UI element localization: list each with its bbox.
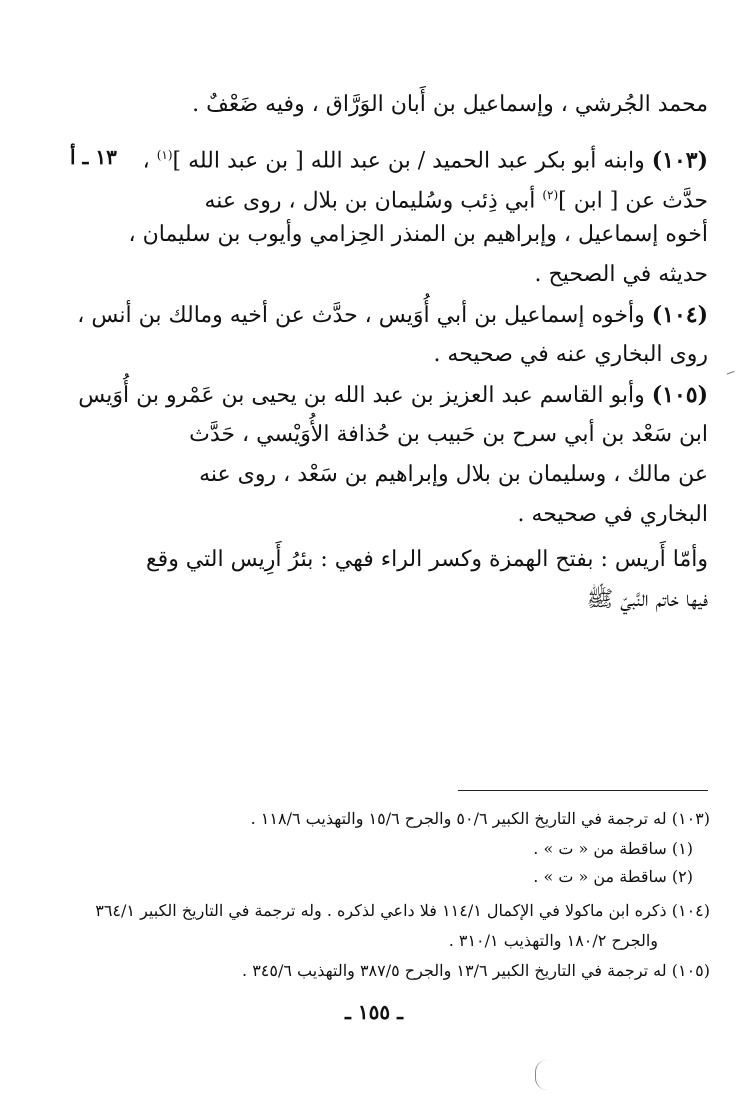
footnote-separator: [458, 790, 708, 791]
entry-103-line-2: [140, 180, 708, 216]
footnote-ref-2: (٢): [542, 188, 559, 202]
entry-104-line-2: روى البخاري عنه في صحيحه .: [433, 342, 708, 367]
page-number: ـ ١٥٥ ـ: [345, 1000, 403, 1024]
text-line-1: محمد الجُرشي ، وإسماعيل بن أَبان الوَرَّاق ، وفيه ضَعْفٌ .: [192, 92, 708, 117]
footnote-1: (١) ساقطة من « ت » .: [533, 839, 693, 858]
entry-103-line-3: أخوه إسماعيل ، وإبراهيم بن المنذر الحِزامي وأيوب بن سليمان ،: [128, 222, 708, 247]
entry-103-line-4: حديثه في الصحيح .: [534, 262, 708, 287]
entry-number-104: (١٠٤): [651, 302, 708, 328]
entry-number-105: (١٠٥): [651, 382, 708, 408]
entry-103-line-2-head: حدَّث عن [ ابن ]: [558, 188, 708, 214]
entry-number-103: (١٠٣): [651, 147, 708, 174]
entry-105-line-4: البخاري في صحيحه .: [517, 502, 708, 527]
aris-note-line-1: وأمّا أَريس : بفتح الهمزة وكسر الراء فهي : بئرُ أَرِيس التي وقع: [145, 547, 708, 572]
entry-105-line-3: عن مالك ، وسليمان بن بلال وإبراهيم بن سَعْد ، روى عنه: [199, 462, 708, 487]
footnote-103: (١٠٣) له ترجمة في التاريخ الكبير ٥٠/٦ والجرح ١٥/٦ والتهذيب ١١٨/٦ .: [250, 809, 710, 828]
footnote-104-line-2: والجرح ١٨٠/٢ والتهذيب ٣١٠/١ .: [448, 931, 658, 950]
entry-103-line-2-tail: أبي ذِئب وسُليمان بن بلال ، روى عنه: [204, 188, 536, 214]
margin-tick-mark: [727, 371, 738, 382]
page-corner-mark: [535, 1060, 552, 1090]
entry-103-comma: ،: [142, 148, 150, 174]
entry-105-line-2: ابن سَعْد بن أبي سرح بن حَبيب بن حُذافة الأُوَيْسي ، حَدَّث: [189, 422, 708, 447]
entry-104-line-1: [77, 300, 708, 331]
aris-note-line-2: فيها خاتم النَّبيّ ﷺ: [586, 587, 708, 612]
entry-105-text: وأبو القاسم عبد العزيز بن عبد الله بن يحيى بن عَمْرو بن أُوَيس: [78, 383, 645, 408]
footnote-2: (٢) ساقطة من « ت » .: [533, 867, 693, 886]
footnote-105: (١٠٥) له ترجمة في التاريخ الكبير ١٣/٦ والجرح ٣٨٧/٥ والتهذيب ٣٤٥/٦ .: [242, 961, 710, 980]
footnote-104-line-1: (١٠٤) ذكره ابن ماكولا في الإكمال ١١٤/١ فلا داعي لذكره . وله ترجمة في التاريخ الكبير ٣٦٤/١: [95, 901, 710, 920]
entry-104-text: وأخوه إسماعيل بن أبي أُوَيس ، حدَّث عن أخيه ومالك بن أنس ،: [77, 303, 645, 328]
folio-marginal-note: ١٣ ـ أ: [70, 145, 117, 169]
entry-103-text: وابنه أبو بكر عبد الحميد / بن عبد الله [ بن عبد الله ]: [172, 148, 645, 174]
footnote-ref-1: (١): [156, 148, 173, 162]
entry-105-line-1: [78, 380, 708, 411]
entry-103-line-1: [140, 140, 708, 176]
